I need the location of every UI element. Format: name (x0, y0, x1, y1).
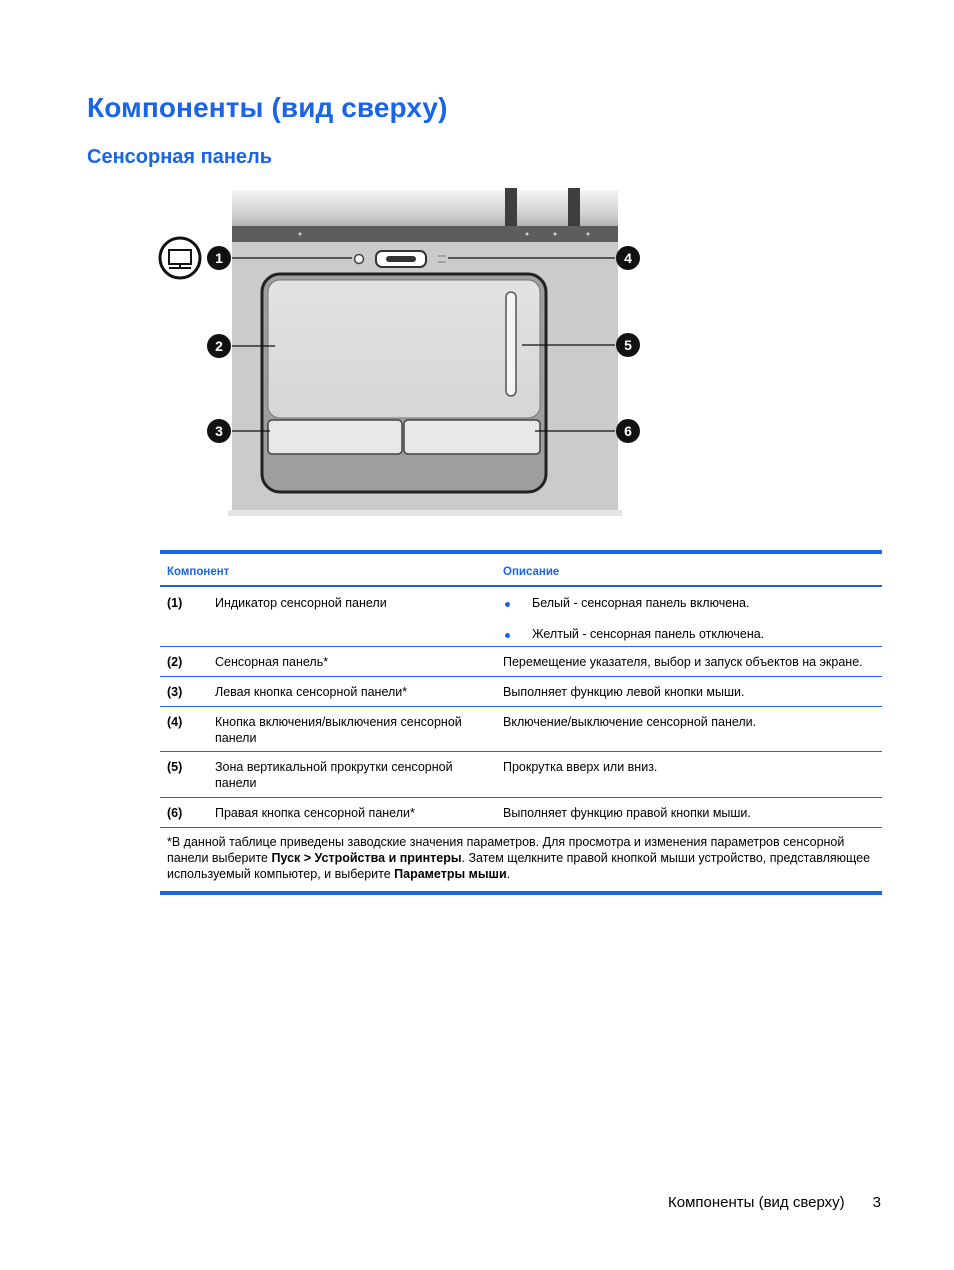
row-number: (1) (167, 596, 183, 610)
row-component: Индикатор сенсорной панели (215, 596, 387, 610)
section-title: Сенсорная панель (87, 146, 273, 168)
row-number: (3) (167, 685, 183, 699)
components-table (160, 550, 882, 895)
right-touchpad-button (404, 420, 540, 454)
row-description: Выполняет функцию левой кнопки мыши. (503, 685, 745, 699)
row-description: Прокрутка вверх или вниз. (503, 760, 658, 774)
row-component: Правая кнопка сенсорной панели* (215, 806, 415, 820)
callout-3 (207, 419, 231, 443)
row-number: (2) (167, 655, 183, 669)
touchpad-surface (268, 280, 540, 418)
page-number: 3 (872, 1194, 881, 1211)
callout-4 (616, 246, 640, 270)
table-footnote: *В данной таблице приведены заводские значения параметров. Для просмотра и изменения параметров сенсорной панели выберите Пуск > Устройства и принтеры. Затем щелкните правой кнопкой мыши устройство, представляющее используемый компьютер, и выберите Параметры мыши. (167, 835, 871, 881)
row-number: (5) (167, 760, 183, 774)
table-row (160, 587, 882, 647)
footnote-mouse-settings: Параметры мыши (394, 867, 507, 881)
touchpad-illustration (150, 180, 650, 525)
row-description-bullet: Белый - сенсорная панель включена. (532, 596, 750, 610)
callout-1 (207, 246, 231, 270)
svg-text:2: 2 (215, 338, 223, 354)
row-description: Выполняет функцию правой кнопки мыши. (503, 806, 751, 820)
table-row (160, 647, 882, 677)
page-title: Компоненты (вид сверху) (87, 92, 448, 123)
row-number: (6) (167, 806, 183, 820)
row-description: Перемещение указателя, выбор и запуск объектов на экране. (503, 655, 863, 669)
row-description: Включение/выключение сенсорной панели. (503, 715, 757, 729)
footnote-menu-path: Пуск > Устройства и принтеры (271, 851, 462, 865)
svg-text:3: 3 (215, 423, 223, 439)
table-row (160, 707, 882, 752)
callout-2 (207, 334, 231, 358)
callout-5 (616, 333, 640, 357)
touchpad-icon (160, 238, 200, 278)
table-row (160, 798, 882, 828)
row-component: Левая кнопка сенсорной панели* (215, 685, 408, 699)
svg-text:5: 5 (624, 337, 632, 353)
header-component: Компонент (167, 566, 230, 578)
row-component: Сенсорная панель* (215, 655, 329, 669)
table-row (160, 752, 882, 798)
table-header-row (160, 554, 882, 587)
touchpad-indicator-light (355, 255, 364, 264)
row-description-bullet: Желтый - сенсорная панель отключена. (532, 627, 765, 641)
bullet-icon (505, 602, 510, 607)
left-touchpad-button (268, 420, 402, 454)
callout-6 (616, 419, 640, 443)
row-component: Кнопка включения/выключения сенсорной панели (215, 715, 462, 745)
palmrest-top-edge (232, 188, 618, 242)
svg-text:4: 4 (624, 250, 632, 266)
scroll-zone (506, 292, 516, 396)
header-description: Описание (503, 566, 560, 578)
bullet-icon (505, 633, 510, 638)
row-number: (4) (167, 715, 183, 729)
footer-section-title: Компоненты (вид сверху) (667, 1194, 845, 1211)
row-component: Зона вертикальной прокрутки сенсорной панели (215, 760, 453, 790)
svg-text:1: 1 (215, 250, 223, 266)
table-row (160, 677, 882, 707)
svg-text:6: 6 (624, 423, 632, 439)
page-footer (668, 1194, 881, 1211)
